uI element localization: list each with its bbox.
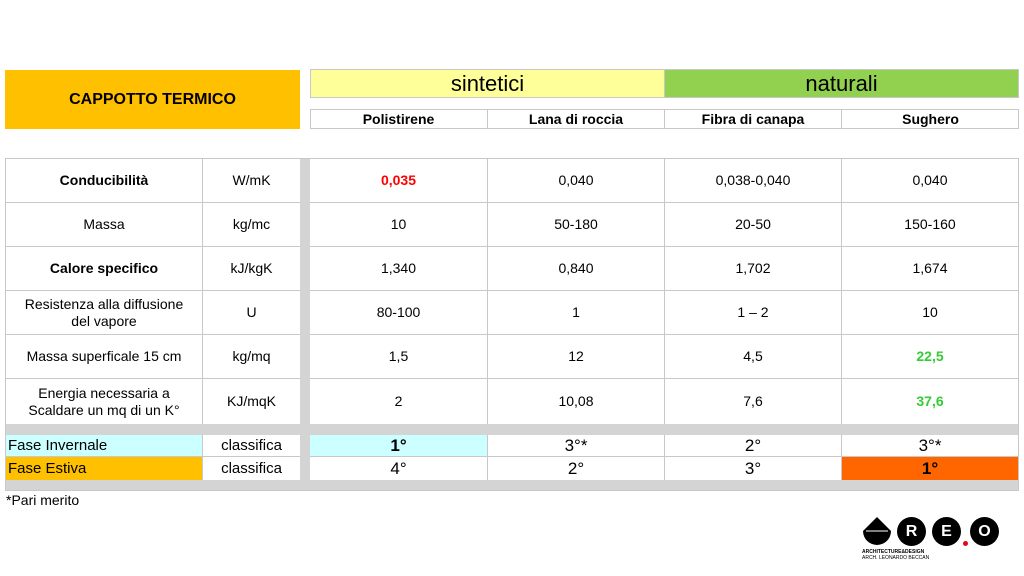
rank-cell <box>310 435 488 457</box>
group-natural-label: naturali <box>805 71 878 96</box>
logo-letter: E <box>941 522 952 540</box>
unit-label: U <box>246 304 257 320</box>
value: 1,674 <box>912 260 948 276</box>
value-cell <box>842 335 1018 379</box>
value-cell <box>665 247 842 291</box>
material-label: Lana di roccia <box>528 110 624 127</box>
value-cell <box>310 379 488 424</box>
material-label: Sughero <box>902 110 959 127</box>
value: 1,340 <box>380 260 417 276</box>
phase-label: Fase Estiva <box>8 460 87 477</box>
value-cell <box>310 203 488 247</box>
row-label-massa-superficale <box>6 335 203 379</box>
material-header-sughero <box>842 109 1019 129</box>
value: 80-100 <box>376 304 421 320</box>
row-label-line2: del vapore <box>71 312 137 329</box>
unit-label: kg/mq <box>232 348 271 364</box>
row-label: Conducibilità <box>59 172 149 188</box>
rank: 2° <box>567 459 585 478</box>
row-label-massa <box>6 203 203 247</box>
rank-cell <box>842 457 1018 480</box>
row-label-line1: Resistenza alla diffusione <box>24 295 184 312</box>
unit-label: kg/mc <box>232 216 271 232</box>
row-label: Massa <box>83 216 125 232</box>
logo <box>862 516 1002 566</box>
material-header-polistirene <box>310 109 488 129</box>
material-header-lana-di-roccia <box>488 109 665 129</box>
row-label-energia <box>6 379 203 424</box>
phase-label-summer <box>6 457 203 480</box>
value-cell <box>665 159 842 203</box>
logo-circle-o <box>970 517 999 546</box>
logo-letter: O <box>978 522 991 540</box>
rank-cell <box>310 457 488 480</box>
value: 10 <box>390 216 407 232</box>
phase-label-winter <box>6 435 203 457</box>
unit-label: kJ/kgK <box>230 260 273 276</box>
table-title-text: CAPPOTTO TERMICO <box>69 91 236 108</box>
rank: 1° <box>921 459 939 478</box>
value-cell <box>842 159 1018 203</box>
footnote-text: *Pari merito <box>6 492 80 508</box>
row-label: Massa superficale 15 cm <box>26 348 182 364</box>
rank: 3°* <box>918 436 942 455</box>
row-unit <box>203 291 300 335</box>
rank: 3°* <box>564 436 588 455</box>
rank: 1° <box>390 436 407 455</box>
rank-cell <box>488 457 665 480</box>
value-cell <box>310 335 488 379</box>
group-header-natural <box>664 69 1019 98</box>
value-cell <box>842 379 1018 424</box>
row-label-conducibilita <box>6 159 203 203</box>
row-label-calore-specifico <box>6 247 203 291</box>
table-title <box>5 70 300 129</box>
value-cell <box>488 247 665 291</box>
value-cell <box>665 203 842 247</box>
value: 0,035 <box>380 172 417 188</box>
value: 0,840 <box>558 260 594 276</box>
material-label: Fibra di canapa <box>701 110 805 127</box>
value-cell <box>488 159 665 203</box>
value: 1,702 <box>735 260 771 276</box>
value: 1 <box>572 304 580 320</box>
row-label-line1: Energia necessaria a <box>38 384 170 401</box>
row-unit <box>203 379 300 424</box>
value-cell <box>488 203 665 247</box>
phase-label: Fase Invernale <box>8 437 108 454</box>
material-header-fibra-di-canapa <box>665 109 842 129</box>
rank-cell <box>488 435 665 457</box>
value: 2 <box>394 393 403 409</box>
value-cell <box>665 379 842 424</box>
logo-red-dot <box>963 541 968 546</box>
value: 10,08 <box>558 393 594 409</box>
value: 7,6 <box>743 393 763 409</box>
material-label: Polistirene <box>362 110 435 127</box>
row-separator <box>6 424 1018 435</box>
logo-circle-r <box>897 517 926 546</box>
value: 1,5 <box>388 348 409 364</box>
value-cell <box>310 291 488 335</box>
rank-cell <box>842 435 1018 457</box>
row-unit <box>203 247 300 291</box>
value: 37,6 <box>916 393 944 409</box>
unit-label: W/mK <box>232 172 271 188</box>
value-cell <box>310 159 488 203</box>
logo-tagline <box>862 549 929 561</box>
logo-tagline-line2: ARCH. LEONARDO BECCAN <box>862 555 930 561</box>
value: 4,5 <box>743 348 763 364</box>
value: 12 <box>568 348 584 364</box>
phase-unit <box>203 457 300 480</box>
rank-cell <box>665 457 842 480</box>
row-unit <box>203 335 300 379</box>
value: 0,038-0,040 <box>715 172 791 188</box>
column-separator <box>300 159 310 490</box>
footnote <box>6 492 79 508</box>
value: 0,040 <box>558 172 594 188</box>
rank: 4° <box>390 459 407 478</box>
value: 10 <box>922 304 938 320</box>
logo-drop-icon <box>862 516 892 546</box>
logo-tagline-line1: ARCHITECTURE&DESIGN <box>862 549 925 555</box>
row-label: Calore specifico <box>49 260 159 276</box>
phase-unit <box>203 435 300 457</box>
value-cell <box>310 247 488 291</box>
row-unit <box>203 203 300 247</box>
group-synthetic-label: sintetici <box>450 71 525 96</box>
group-header-synthetic <box>310 69 665 98</box>
value-cell <box>842 203 1018 247</box>
unit-label: KJ/mqK <box>226 393 276 409</box>
row-label-resistenza-vapore <box>6 291 203 335</box>
row-label-line2: Scaldare un mq di un K° <box>28 401 180 418</box>
rank: 3° <box>744 459 762 478</box>
value-cell <box>488 379 665 424</box>
row-unit <box>203 159 300 203</box>
value-cell <box>842 247 1018 291</box>
value: 20-50 <box>735 216 771 232</box>
logo-letter: R <box>905 522 918 540</box>
rank-cell <box>665 435 842 457</box>
bottom-strip <box>6 480 1018 490</box>
value: 50-180 <box>554 216 598 232</box>
value-cell <box>488 335 665 379</box>
value-cell <box>665 335 842 379</box>
value-cell <box>665 291 842 335</box>
value: 0,040 <box>912 172 948 188</box>
value: 1 – 2 <box>737 304 769 320</box>
rank: 2° <box>744 436 762 455</box>
value: 22,5 <box>916 348 944 364</box>
unit-label: classifica <box>221 437 282 454</box>
unit-label: classifica <box>221 460 282 477</box>
value: 150-160 <box>904 216 956 232</box>
value-cell <box>842 291 1018 335</box>
logo-circle-e <box>932 517 961 546</box>
value-cell <box>488 291 665 335</box>
